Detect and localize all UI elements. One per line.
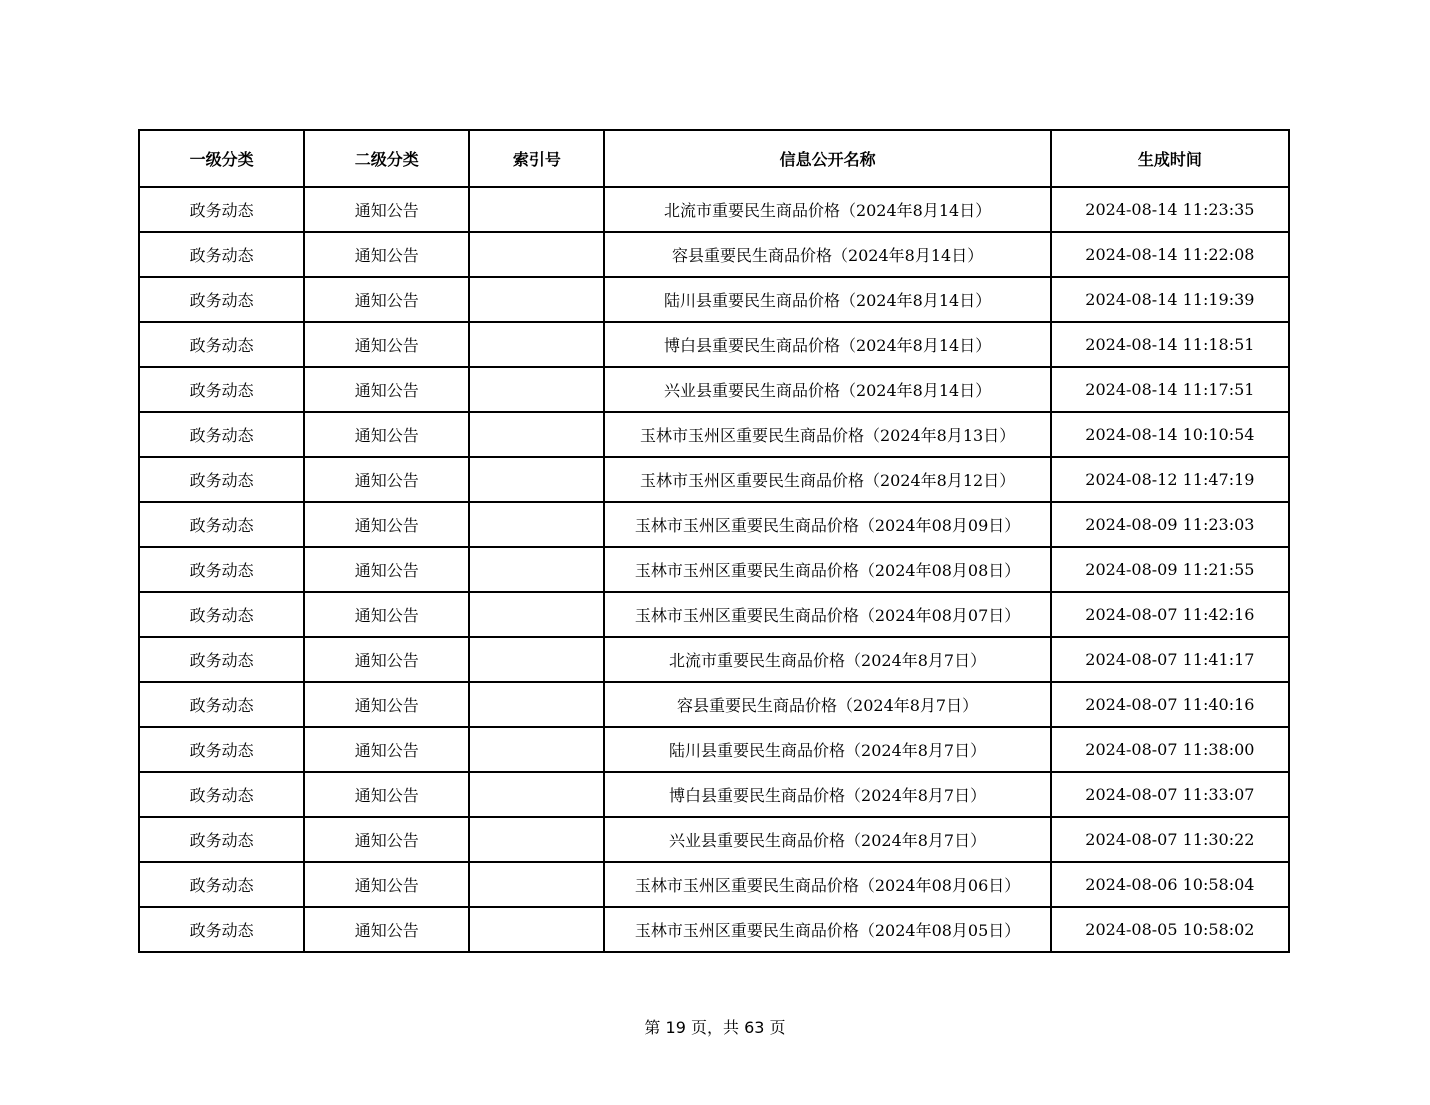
- cell-generated-time: 2024-08-14 11:18:51: [1051, 322, 1289, 367]
- table-row: [139, 547, 1289, 592]
- cell-level2-category: 通知公告: [304, 412, 469, 457]
- cell-generated-time: 2024-08-07 11:38:00: [1051, 727, 1289, 772]
- page-prefix: 第: [644, 1018, 661, 1037]
- cell-generated-time: 2024-08-06 10:58:04: [1051, 862, 1289, 907]
- table-row: [139, 637, 1289, 682]
- cell-generated-time: 2024-08-07 11:33:07: [1051, 772, 1289, 817]
- cell-level1-category: 政务动态: [139, 277, 304, 322]
- cell-level2-category: 通知公告: [304, 322, 469, 367]
- header-level2-category: 二级分类: [304, 130, 469, 187]
- cell-info-name: 容县重要民生商品价格（2024年8月7日）: [604, 682, 1050, 727]
- cell-level2-category: 通知公告: [304, 907, 469, 952]
- cell-level1-category: 政务动态: [139, 502, 304, 547]
- table-body: [139, 187, 1289, 952]
- cell-level1-category: 政务动态: [139, 727, 304, 772]
- cell-index-number: [469, 412, 604, 457]
- cell-generated-time: 2024-08-09 11:21:55: [1051, 547, 1289, 592]
- cell-info-name: 北流市重要民生商品价格（2024年8月7日）: [604, 637, 1050, 682]
- cell-index-number: [469, 277, 604, 322]
- cell-index-number: [469, 907, 604, 952]
- header-info-name: 信息公开名称: [604, 130, 1050, 187]
- page-footer: [0, 1015, 1430, 1038]
- cell-level2-category: 通知公告: [304, 592, 469, 637]
- cell-level1-category: 政务动态: [139, 907, 304, 952]
- cell-info-name: 玉林市玉州区重要民生商品价格（2024年08月05日）: [604, 907, 1050, 952]
- cell-level1-category: 政务动态: [139, 232, 304, 277]
- table-row: [139, 502, 1289, 547]
- cell-level1-category: 政务动态: [139, 187, 304, 232]
- cell-index-number: [469, 232, 604, 277]
- cell-index-number: [469, 817, 604, 862]
- header-row: [139, 130, 1289, 187]
- cell-generated-time: 2024-08-09 11:23:03: [1051, 502, 1289, 547]
- cell-level2-category: 通知公告: [304, 727, 469, 772]
- cell-info-name: 陆川县重要民生商品价格（2024年8月14日）: [604, 277, 1050, 322]
- cell-index-number: [469, 592, 604, 637]
- table-row: [139, 457, 1289, 502]
- cell-level2-category: 通知公告: [304, 637, 469, 682]
- cell-index-number: [469, 772, 604, 817]
- cell-info-name: 兴业县重要民生商品价格（2024年8月7日）: [604, 817, 1050, 862]
- cell-level2-category: 通知公告: [304, 232, 469, 277]
- cell-generated-time: 2024-08-12 11:47:19: [1051, 457, 1289, 502]
- cell-level2-category: 通知公告: [304, 457, 469, 502]
- info-disclosure-table: [138, 129, 1290, 953]
- current-page-number: 19: [665, 1018, 686, 1037]
- cell-level1-category: 政务动态: [139, 322, 304, 367]
- cell-level2-category: 通知公告: [304, 187, 469, 232]
- table-row: [139, 187, 1289, 232]
- cell-info-name: 容县重要民生商品价格（2024年8月14日）: [604, 232, 1050, 277]
- cell-index-number: [469, 727, 604, 772]
- header-index-number: 索引号: [469, 130, 604, 187]
- header-generated-time: 生成时间: [1051, 130, 1289, 187]
- table-row: [139, 862, 1289, 907]
- cell-generated-time: 2024-08-14 11:17:51: [1051, 367, 1289, 412]
- cell-info-name: 玉林市玉州区重要民生商品价格（2024年8月12日）: [604, 457, 1050, 502]
- cell-info-name: 玉林市玉州区重要民生商品价格（2024年08月09日）: [604, 502, 1050, 547]
- table-row: [139, 277, 1289, 322]
- cell-info-name: 玉林市玉州区重要民生商品价格（2024年8月13日）: [604, 412, 1050, 457]
- cell-generated-time: 2024-08-14 10:10:54: [1051, 412, 1289, 457]
- cell-level2-category: 通知公告: [304, 367, 469, 412]
- cell-generated-time: 2024-08-14 11:19:39: [1051, 277, 1289, 322]
- cell-level1-category: 政务动态: [139, 817, 304, 862]
- table-row: [139, 907, 1289, 952]
- cell-level2-category: 通知公告: [304, 862, 469, 907]
- cell-generated-time: 2024-08-07 11:41:17: [1051, 637, 1289, 682]
- table-row: [139, 232, 1289, 277]
- table-row: [139, 592, 1289, 637]
- cell-index-number: [469, 322, 604, 367]
- table-row: [139, 682, 1289, 727]
- cell-level2-category: 通知公告: [304, 682, 469, 727]
- cell-level1-category: 政务动态: [139, 592, 304, 637]
- cell-info-name: 陆川县重要民生商品价格（2024年8月7日）: [604, 727, 1050, 772]
- table-row: [139, 772, 1289, 817]
- cell-level2-category: 通知公告: [304, 277, 469, 322]
- cell-generated-time: 2024-08-14 11:22:08: [1051, 232, 1289, 277]
- cell-info-name: 玉林市玉州区重要民生商品价格（2024年08月07日）: [604, 592, 1050, 637]
- cell-index-number: [469, 682, 604, 727]
- cell-index-number: [469, 862, 604, 907]
- table-row: [139, 367, 1289, 412]
- cell-info-name: 玉林市玉州区重要民生商品价格（2024年08月08日）: [604, 547, 1050, 592]
- cell-info-name: 玉林市玉州区重要民生商品价格（2024年08月06日）: [604, 862, 1050, 907]
- cell-generated-time: 2024-08-05 10:58:02: [1051, 907, 1289, 952]
- table-row: [139, 727, 1289, 772]
- table-header: [139, 130, 1289, 187]
- cell-info-name: 北流市重要民生商品价格（2024年8月14日）: [604, 187, 1050, 232]
- cell-generated-time: 2024-08-07 11:42:16: [1051, 592, 1289, 637]
- table-row: [139, 817, 1289, 862]
- cell-level1-category: 政务动态: [139, 412, 304, 457]
- table-row: [139, 322, 1289, 367]
- cell-generated-time: 2024-08-07 11:30:22: [1051, 817, 1289, 862]
- cell-level2-category: 通知公告: [304, 502, 469, 547]
- cell-index-number: [469, 547, 604, 592]
- cell-level1-category: 政务动态: [139, 862, 304, 907]
- table-row: [139, 412, 1289, 457]
- cell-index-number: [469, 367, 604, 412]
- cell-index-number: [469, 187, 604, 232]
- cell-level1-category: 政务动态: [139, 547, 304, 592]
- cell-generated-time: 2024-08-14 11:23:35: [1051, 187, 1289, 232]
- cell-index-number: [469, 637, 604, 682]
- cell-info-name: 兴业县重要民生商品价格（2024年8月14日）: [604, 367, 1050, 412]
- cell-info-name: 博白县重要民生商品价格（2024年8月14日）: [604, 322, 1050, 367]
- page-suffix: 页: [769, 1018, 786, 1037]
- cell-generated-time: 2024-08-07 11:40:16: [1051, 682, 1289, 727]
- cell-level2-category: 通知公告: [304, 817, 469, 862]
- total-page-count: 63: [744, 1018, 765, 1037]
- cell-info-name: 博白县重要民生商品价格（2024年8月7日）: [604, 772, 1050, 817]
- header-level1-category: 一级分类: [139, 130, 304, 187]
- cell-level2-category: 通知公告: [304, 772, 469, 817]
- cell-level1-category: 政务动态: [139, 457, 304, 502]
- cell-level1-category: 政务动态: [139, 682, 304, 727]
- cell-level2-category: 通知公告: [304, 547, 469, 592]
- cell-level1-category: 政务动态: [139, 772, 304, 817]
- cell-level1-category: 政务动态: [139, 367, 304, 412]
- cell-level1-category: 政务动态: [139, 637, 304, 682]
- cell-index-number: [469, 502, 604, 547]
- page-middle: 页，共: [690, 1018, 739, 1037]
- cell-index-number: [469, 457, 604, 502]
